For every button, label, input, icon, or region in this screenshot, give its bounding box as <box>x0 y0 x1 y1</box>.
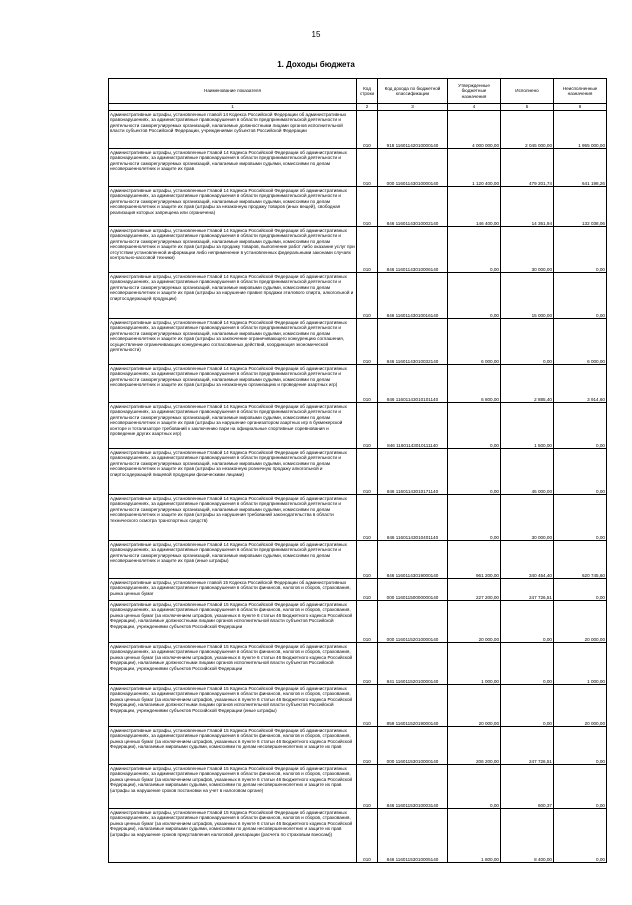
row-approved: 206 200,00 <box>448 727 501 765</box>
row-executed: 600,37 <box>501 765 554 809</box>
row-not-executed: 20 000,00 <box>554 601 607 643</box>
row-approved: 0,00 <box>448 403 501 449</box>
row-approved: 20 000,00 <box>448 685 501 727</box>
row-approved: 0,00 <box>448 449 501 495</box>
row-name: Административные штрафы, установленные Главой 14 Кодекса Российской Федерации об административных правонарушениях, за административные правонарушения в области предпринимательской деятельности и деятельности саморегулируемых организаций, налагаемые мировыми судьями, комиссиями по делам несовершеннолетних и защите их прав (штрафы за незаконную розничную продажу алкогольной и спиртосодержащей пищевой продукции физическими лицами) <box>109 449 357 495</box>
row-approved: 1 800,00 <box>448 809 501 863</box>
row-approved: 0,00 <box>448 227 501 273</box>
row-not-executed: 3 914,60 <box>554 365 607 403</box>
row-line-code: 010 <box>357 601 378 643</box>
row-not-executed: 0,00 <box>554 403 607 449</box>
row-line-code: 010 <box>357 227 378 273</box>
row-kbk: 846 11601143019000140 <box>378 541 448 579</box>
row-approved: 1 120 400,00 <box>448 149 501 187</box>
table-row <box>109 449 607 495</box>
row-kbk: 000 11601152010000140 <box>378 601 448 643</box>
row-executed: 479 201,74 <box>501 149 554 187</box>
row-executed: 14 361,94 <box>501 187 554 227</box>
row-executed: 1 500,00 <box>501 403 554 449</box>
row-line-code: 010 <box>357 187 378 227</box>
row-name: Административные штрафы, установленные главой 15 Кодекса Российской Федерации об административных правонарушениях, за административные правонарушения в области финансов, налогов и сборов, страхования, рынка ценных бумаг <box>109 579 357 601</box>
row-name: Административные штрафы, установленные Главой 14 Кодекса Российской Федерации об административных правонарушениях, за административные правонарушения в области предпринимательской деятельности и деятельности саморегулируемых организаций, налагаемые мировыми судьями, комиссиями по делам несовершеннолетних и защите их прав (штрафы за продажу товаров, выполнение работ либо оказание услуг при отсутствии установленной информации либо неприменение в установленных федеральными законами случаях контрольно-кассовой техники) <box>109 227 357 273</box>
row-line-code: 010 <box>357 495 378 541</box>
row-kbk: 918 11601142010000140 <box>378 111 448 149</box>
row-line-code: 010 <box>357 111 378 149</box>
column-number: 1 <box>109 104 357 111</box>
row-executed: 0,00 <box>501 643 554 685</box>
row-kbk: 846 11601143010401140 <box>378 495 448 541</box>
table-row <box>109 227 607 273</box>
row-approved: 961 200,00 <box>448 541 501 579</box>
row-approved: 0,00 <box>448 273 501 319</box>
table-row <box>109 319 607 365</box>
row-approved: 146 400,00 <box>448 187 501 227</box>
header-kbk: Код дохода по бюджетной классификации <box>378 79 448 104</box>
row-executed: 45 000,00 <box>501 449 554 495</box>
row-not-executed: 0,00 <box>554 273 607 319</box>
row-approved: 1 000,00 <box>448 643 501 685</box>
row-line-code: 010 <box>357 273 378 319</box>
row-name: Административные штрафы, установленные Главой 14 Кодекса Российской Федерации об административных правонарушениях, за административные правонарушения в области предпринимательской деятельности и деятельности саморегулируемых организаций, налагаемые мировыми судьями, комиссиями по делам несовершеннолетних и защите их прав (иные штрафы) <box>109 541 357 579</box>
row-kbk: 841 11601152010000140 <box>378 643 448 685</box>
row-line-code: 010 <box>357 365 378 403</box>
row-kbk: 846 11601143010171140 <box>378 449 448 495</box>
row-not-executed: 0,00 <box>554 765 607 809</box>
table-row <box>109 541 607 579</box>
row-line-code: 010 <box>357 727 378 765</box>
column-number: 3 <box>378 104 448 111</box>
row-kbk: 846 11601153010003140 <box>378 765 448 809</box>
header-approved: Утвержденные бюджетные назначения <box>448 79 501 104</box>
row-not-executed: 0,00 <box>554 727 607 765</box>
table-row <box>109 685 607 727</box>
row-approved: 4 000 000,00 <box>448 111 501 149</box>
table-title: 1. Доходы бюджета <box>277 60 355 69</box>
row-name: Административные штрафы, установленные Главой 14 Кодекса Российской Федерации об административных правонарушениях, за административные правонарушения в области предпринимательской деятельности и деятельности саморегулируемых организаций, налагаемые мировыми судьями, комиссиями по делам несовершеннолетних и защите их прав (штрафы за заключение ограничивающего конкуренцию соглашения, осуществление ограничивающих конкуренцию согласованных действий, координация экономической деятельности) <box>109 319 357 365</box>
table-row <box>109 643 607 685</box>
table-row <box>109 809 607 863</box>
row-kbk: 000 11601143010000140 <box>378 149 448 187</box>
table-row <box>109 601 607 643</box>
row-name: Административные штрафы, установленные Главой 14 Кодекса Российской Федерации об административных правонарушениях, за административные правонарушения в области предпринимательской деятельности и деятельности саморегулируемых организаций, налагаемые мировыми судьями, комиссиями по делам несовершеннолетних и защите их прав (штрафы за нарушение организатором азартных игр в букмекерской конторе и тотализаторе требований к заключению пари на официальные спортивные соревнования и проведение других азартных игр) <box>109 403 357 449</box>
row-name: Административные штрафы, установленные Главой 14 Кодекса Российской Федерации об административных правонарушениях, за административные правонарушения в области предпринимательской деятельности и деятельности саморегулируемых организаций, налагаемые мировыми судьями, комиссиями по делам несовершеннолетних и защите их прав (штрафы за незаконную продажу товаров (иных вещей), свободная реализация которых запрещена или ограничена) <box>109 187 357 227</box>
table-row <box>109 365 607 403</box>
row-approved: 6 000,00 <box>448 319 501 365</box>
row-name: Административные штрафы, установленные Главой 15 Кодекса Российской Федерации об административных правонарушениях, за административные правонарушения в области финансов, налогов и сборов, страхования, рынка ценных бумаг (за исключением штрафов, указанных в пункте 6 статьи 46 Бюджетного кодекса Российской Федерации), налагаемые должностными лицами органов исполнительной власти субъектов Российской Федерации, учреждениями субъектов Российской Федерации <box>109 601 357 643</box>
row-kbk: 846 11601153010005140 <box>378 809 448 863</box>
row-kbk: 000 11601150000000140 <box>378 579 448 601</box>
row-approved: 20 000,00 <box>448 601 501 643</box>
table-row <box>109 727 607 765</box>
header-line-code: Код строки <box>357 79 378 104</box>
row-not-executed: 1 955 000,00 <box>554 111 607 149</box>
row-executed: 0,00 <box>501 319 554 365</box>
row-kbk: 846 11601143010002140 <box>378 187 448 227</box>
row-approved: 227 200,00 <box>448 579 501 601</box>
table-row <box>109 187 607 227</box>
row-name: Административные штрафы, установленные Главой 15 Кодекса Российской Федерации об административных правонарушениях, за административные правонарушения в области финансов, налогов и сборов, страхования, рынка ценных бумаг (за исключением штрафов, указанных в пункте 6 статьи 46 Бюджетного кодекса Российской Федерации), налагаемые мировыми судьями, комиссиями по делам несовершеннолетних и защите их прав (штрафы за нарушение сроков постановки на учет в налоговом органе) <box>109 765 357 809</box>
row-executed: 30 000,00 <box>501 495 554 541</box>
column-number: 2 <box>357 104 378 111</box>
row-not-executed: 0,00 <box>554 579 607 601</box>
row-name: Административные штрафы, установленные Главой 15 Кодекса Российской Федерации об административных правонарушениях, за административные правонарушения в области финансов, налогов и сборов, страхования, рынка ценных бумаг (за исключением штрафов, указанных в пункте 6 статьи 46 Бюджетного кодекса Российской Федерации), налагаемые должностными лицами органов исполнительной власти субъектов Российской Федерации, учреждениями субъектов Российской Федерации <box>109 643 357 685</box>
header-executed: Исполнено <box>501 79 554 104</box>
table-row <box>109 403 607 449</box>
column-number: 4 <box>448 104 501 111</box>
row-not-executed: 132 038,06 <box>554 187 607 227</box>
row-line-code: 010 <box>357 579 378 601</box>
table-row <box>109 149 607 187</box>
row-executed: 340 454,40 <box>501 541 554 579</box>
row-kbk: 000 11601153010000140 <box>378 727 448 765</box>
page-number: 15 <box>311 30 321 39</box>
row-line-code: 010 <box>357 809 378 863</box>
row-executed: 2 885,40 <box>501 365 554 403</box>
row-name: Административные штрафы, установленные Главой 14 Кодекса Российской Федерации об административных правонарушениях, за административные правонарушения в области предпринимательской деятельности и деятельности саморегулируемых организаций, налагаемые мировыми судьями, комиссиями по делам несовершеннолетних и защите их прав <box>109 149 357 187</box>
row-name: Административные штрафы, установленные Главой 15 Кодекса Российской Федерации об административных правонарушениях, за административные правонарушения в области финансов, налогов и сборов, страхования, рынка ценных бумаг (за исключением штрафов, указанных в пункте 6 статьи 46 Бюджетного кодекса Российской Федерации), налагаемые мировыми судьями, комиссиями по делам несовершеннолетних и защите их прав (штрафы за нарушение сроков представления налоговой декларации (расчета по страховым взносам)) <box>109 809 357 863</box>
row-not-executed: 0,00 <box>554 227 607 273</box>
table-row <box>109 111 607 149</box>
table-row <box>109 273 607 319</box>
row-not-executed: 0,00 <box>554 809 607 863</box>
row-executed: 0,00 <box>501 601 554 643</box>
column-number: 6 <box>554 104 607 111</box>
row-executed: 0,00 <box>501 685 554 727</box>
table-row <box>109 579 607 601</box>
row-name: Административные штрафы, установленные Главой 15 Кодекса Российской Федерации об административных правонарушениях, за административные правонарушения в области финансов, налогов и сборов, страхования, рынка ценных бумаг (за исключением штрафов, указанных в пункте 6 статьи 46 Бюджетного кодекса Российской Федерации), налагаемые должностными лицами органов исполнительной власти субъектов Российской Федерации, учреждениями субъектов Российской Федерации (иные штрафы) <box>109 685 357 727</box>
row-not-executed: 0,00 <box>554 495 607 541</box>
row-line-code: 010 <box>357 149 378 187</box>
row-kbk: 846 11601143010111140 <box>378 403 448 449</box>
row-name: Административные штрафы, установленные Главой 14 Кодекса Российской Федерации об административных правонарушениях, за административные правонарушения в области предпринимательской деятельности и деятельности саморегулируемых организаций, налагаемые мировыми судьями, комиссиями по делам несовершеннолетних и защите их прав (штрафы за нарушение правил продажи этилового спирта, алкогольной и спиртосодержащей продукции) <box>109 273 357 319</box>
table-row <box>109 495 607 541</box>
row-kbk: 846 11601143010016140 <box>378 273 448 319</box>
row-kbk: 846 11601143010101140 <box>378 365 448 403</box>
table-body <box>109 111 607 863</box>
column-number-row <box>109 104 607 111</box>
header-row <box>109 79 607 104</box>
row-not-executed: 641 198,26 <box>554 149 607 187</box>
row-name: Административные штрафы, установленные главой 14 Кодекса Российской Федерации об административных правонарушениях, за административные правонарушения в области предпринимательской деятельности и деятельности саморегулируемых организаций, налагаемые должностными лицами органов исполнительной власти субъектов Российской Федерации, учреждениями субъектов Российской Федерации <box>109 111 357 149</box>
row-line-code: 010 <box>357 685 378 727</box>
revenue-table <box>108 78 607 863</box>
header-name: Наименование показателя <box>109 79 357 104</box>
row-line-code: 010 <box>357 765 378 809</box>
row-not-executed: 1 000,00 <box>554 643 607 685</box>
row-not-executed: 20 000,00 <box>554 685 607 727</box>
row-not-executed: 6 000,00 <box>554 319 607 365</box>
row-not-executed: 0,00 <box>554 449 607 495</box>
row-executed: 2 045 000,00 <box>501 111 554 149</box>
row-line-code: 010 <box>357 403 378 449</box>
row-name: Административные штрафы, установленные Главой 15 Кодекса Российской Федерации об административных правонарушениях, за административные правонарушения в области финансов, налогов и сборов, страхования, рынка ценных бумаг (за исключением штрафов, указанных в пункте 6 статьи 46 Бюджетного кодекса Российской Федерации), налагаемые мировыми судьями, комиссиями по делам несовершеннолетних и защите их прав <box>109 727 357 765</box>
row-executed: 8 400,00 <box>501 809 554 863</box>
row-line-code: 010 <box>357 643 378 685</box>
row-approved: 6 800,00 <box>448 365 501 403</box>
row-approved: 0,00 <box>448 765 501 809</box>
row-executed: 15 000,00 <box>501 273 554 319</box>
row-kbk: 846 11601143010006140 <box>378 227 448 273</box>
row-name: Административные штрафы, установленные Главой 14 Кодекса Российской Федерации об административных правонарушениях, за административные правонарушения в области предпринимательской деятельности и деятельности саморегулируемых организаций, налагаемые мировыми судьями, комиссиями по делам несовершеннолетних и защите их прав (штрафы за нарушения требований законодательства в области технического осмотра транспортных средств) <box>109 495 357 541</box>
row-not-executed: 620 745,60 <box>554 541 607 579</box>
row-executed: 30 000,00 <box>501 227 554 273</box>
column-number: 5 <box>501 104 554 111</box>
row-line-code: 010 <box>357 541 378 579</box>
row-executed: 247 726,51 <box>501 727 554 765</box>
header-not-executed: Неисполненные назначения <box>554 79 607 104</box>
row-approved: 0,00 <box>448 495 501 541</box>
row-kbk: 859 11601152019000140 <box>378 685 448 727</box>
row-name: Административные штрафы, установленные Главой 14 Кодекса Российской Федерации об административных правонарушениях, за административные правонарушения в области предпринимательской деятельности и деятельности саморегулируемых организаций, налагаемые мировыми судьями, комиссиями по делам несовершеннолетних и защите их прав (штрафы за незаконную организацию и проведение азартных игр) <box>109 365 357 403</box>
table-row <box>109 765 607 809</box>
row-line-code: 010 <box>357 319 378 365</box>
row-line-code: 010 <box>357 449 378 495</box>
row-executed: 247 726,51 <box>501 579 554 601</box>
row-kbk: 846 11601143010032140 <box>378 319 448 365</box>
